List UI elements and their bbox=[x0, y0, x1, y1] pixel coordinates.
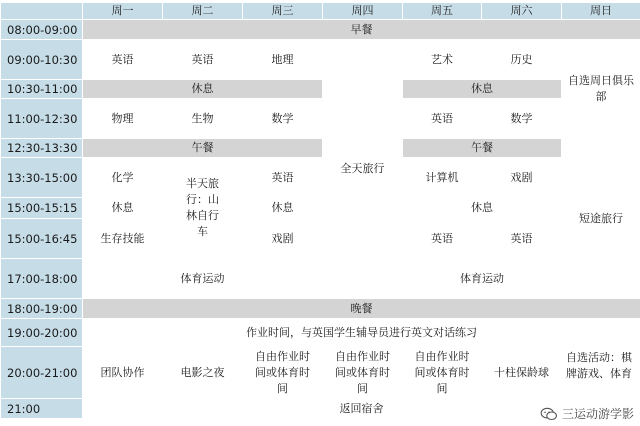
sports-cell: 体育运动 bbox=[83, 259, 323, 299]
class-cell: 戏剧 bbox=[243, 219, 323, 259]
class-cell: 数学 bbox=[243, 99, 323, 139]
class-cell: 戏剧 bbox=[482, 158, 562, 198]
breakfast-band: 早餐 bbox=[83, 20, 640, 40]
table-row bbox=[1, 139, 640, 158]
header-day-wed: 周三 bbox=[243, 3, 323, 20]
rest-cell: 休息 bbox=[403, 198, 562, 219]
thursday-full-day-trip: 全天旅行 bbox=[323, 40, 403, 299]
table-row bbox=[1, 198, 640, 219]
tuesday-half-day-trip: 半天旅行：山林自行车 bbox=[163, 158, 243, 259]
header-day-tue: 周二 bbox=[163, 3, 243, 20]
class-cell: 历史 bbox=[482, 40, 562, 80]
homework-band: 作业时间，与英国学生辅导员进行英文对话练习 bbox=[83, 319, 640, 347]
table-row bbox=[1, 80, 640, 99]
table-row bbox=[1, 319, 640, 347]
schedule-table bbox=[0, 2, 640, 419]
class-cell: 英语 bbox=[83, 40, 163, 80]
class-cell: 生存技能 bbox=[83, 219, 163, 259]
activity-cell: 十柱保龄球 bbox=[482, 347, 562, 399]
class-cell: 艺术 bbox=[403, 40, 482, 80]
time-label: 12:30-13:30 bbox=[1, 139, 83, 158]
time-label: 19:00-20:00 bbox=[1, 319, 83, 347]
watermark bbox=[540, 405, 634, 422]
return-band: 返回宿舍 bbox=[83, 399, 640, 419]
activity-cell: 团队协作 bbox=[83, 347, 163, 399]
table-row bbox=[1, 299, 640, 319]
activity-cell: 自由作业时间或体育时间 bbox=[323, 347, 403, 399]
class-cell: 英语 bbox=[163, 40, 243, 80]
table-row bbox=[1, 219, 640, 259]
table-row bbox=[1, 347, 640, 399]
class-cell: 数学 bbox=[482, 99, 562, 139]
sunday-club-cell: 自选周日俱乐部 bbox=[562, 40, 640, 139]
class-cell: 英语 bbox=[482, 219, 562, 259]
rest-cell: 休息 bbox=[83, 198, 163, 219]
activity-cell: 自由作业时间或体育时间 bbox=[403, 347, 482, 399]
time-label: 10:30-11:00 bbox=[1, 80, 83, 99]
time-label: 21:00 bbox=[1, 399, 83, 419]
dinner-band: 晚餐 bbox=[83, 299, 640, 319]
rest-band: 休息 bbox=[403, 80, 562, 99]
class-cell: 地理 bbox=[243, 40, 323, 80]
time-label: 09:00-10:30 bbox=[1, 40, 83, 80]
time-label: 11:00-12:30 bbox=[1, 99, 83, 139]
class-cell: 物理 bbox=[83, 99, 163, 139]
class-cell: 英语 bbox=[403, 99, 482, 139]
class-cell: 化学 bbox=[83, 158, 163, 198]
rest-band: 休息 bbox=[83, 80, 323, 99]
class-cell: 生物 bbox=[163, 99, 243, 139]
lunch-band: 午餐 bbox=[83, 139, 323, 158]
header-day-fri: 周五 bbox=[403, 3, 482, 20]
time-label: 20:00-21:00 bbox=[1, 347, 83, 399]
lunch-band: 午餐 bbox=[403, 139, 562, 158]
activity-cell: 电影之夜 bbox=[163, 347, 243, 399]
table-row bbox=[1, 20, 640, 40]
rest-cell: 休息 bbox=[243, 198, 323, 219]
table-row bbox=[1, 158, 640, 198]
time-label: 18:00-19:00 bbox=[1, 299, 83, 319]
activity-cell: 自由作业时间或体育时间 bbox=[243, 347, 323, 399]
header-day-sat: 周六 bbox=[482, 3, 562, 20]
header-day-thu: 周四 bbox=[323, 3, 403, 20]
table-row bbox=[1, 259, 640, 299]
time-label: 13:30-15:00 bbox=[1, 158, 83, 198]
time-label: 15:00-15:15 bbox=[1, 198, 83, 219]
time-label: 17:00-18:00 bbox=[1, 259, 83, 299]
sports-cell: 体育运动 bbox=[403, 259, 562, 299]
sunday-short-trip-cell: 短途旅行 bbox=[562, 139, 640, 299]
header-day-sun: 周日 bbox=[562, 3, 640, 20]
time-label: 15:00-16:45 bbox=[1, 219, 83, 259]
wechat-icon bbox=[540, 407, 558, 421]
header-day-mon: 周一 bbox=[83, 3, 163, 20]
watermark-text: 三运动游学影 bbox=[561, 407, 634, 421]
header-row bbox=[1, 3, 640, 20]
class-cell: 计算机 bbox=[403, 158, 482, 198]
header-corner bbox=[1, 3, 83, 20]
table-row bbox=[1, 40, 640, 80]
class-cell: 英语 bbox=[403, 219, 482, 259]
activity-cell: 自选活动：棋牌游戏、体育 bbox=[562, 347, 640, 399]
class-cell: 英语 bbox=[243, 158, 323, 198]
table-row bbox=[1, 99, 640, 139]
time-label: 08:00-09:00 bbox=[1, 20, 83, 40]
